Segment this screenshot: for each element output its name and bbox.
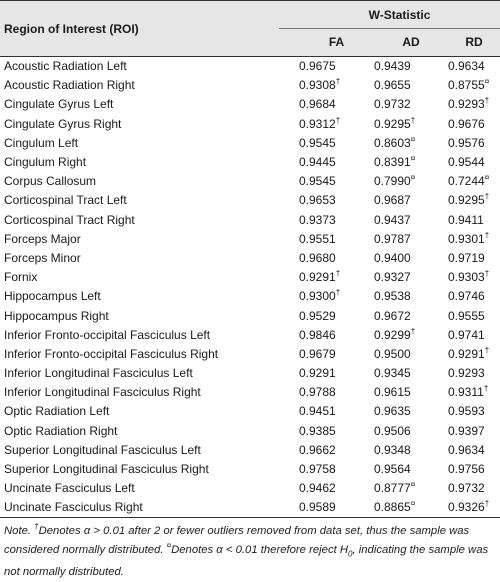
ad-value-cell xyxy=(374,325,448,344)
fa-value-cell xyxy=(299,498,374,517)
roi-name-cell: Corticospinal Tract Left xyxy=(4,193,127,208)
ad-value-cell xyxy=(374,498,448,517)
fa-value: 0.9373 xyxy=(299,212,336,227)
roi-name-cell: Inferior Longitudinal Fasciculus Right xyxy=(4,385,201,400)
table-body xyxy=(0,57,500,518)
ad-value: 0.8603 xyxy=(374,135,411,150)
fa-value-cell xyxy=(299,459,374,478)
roi-name-cell: Cingulate Gyrus Left xyxy=(4,97,114,112)
roi-name-cell: Uncinate Fasciculus Right xyxy=(0,498,299,517)
ad-value-cell xyxy=(374,248,448,267)
rd-value-cell xyxy=(448,364,500,383)
ad-value-cell xyxy=(374,152,448,171)
fa-value: 0.9445 xyxy=(299,155,336,170)
roi-name-cell: Optic Radiation Left xyxy=(4,404,110,419)
fa-value: 0.9846 xyxy=(299,327,336,342)
fa-value-cell xyxy=(299,364,374,383)
fa-value-cell xyxy=(299,76,374,95)
fa-value: 0.9545 xyxy=(299,135,336,150)
fa-value-cell xyxy=(299,402,374,421)
ad-value-cell xyxy=(374,172,448,191)
ad-value-cell xyxy=(374,133,448,152)
roi-name-cell: Optic Radiation Right xyxy=(4,423,118,438)
rd-value-cell xyxy=(448,421,500,440)
table-row xyxy=(0,76,500,95)
table-note xyxy=(4,522,498,582)
rd-value: 0.9411 xyxy=(448,212,484,227)
ad-value-cell xyxy=(374,114,448,133)
ad-significance-mark: ¤ xyxy=(410,480,416,490)
ad-value-cell xyxy=(374,57,448,76)
fa-significance-mark: † xyxy=(335,269,341,279)
table-row xyxy=(0,210,500,229)
ad-value-cell xyxy=(374,210,448,229)
fa-value-cell xyxy=(299,57,374,76)
roi-name-cell: Forceps Minor xyxy=(4,250,81,265)
fa-value: 0.9300 xyxy=(299,289,336,304)
table-row xyxy=(0,344,500,363)
ad-value: 0.9564 xyxy=(374,462,411,477)
note-currency-text-a: Denotes α < 0.01 therefore reject H xyxy=(171,544,349,556)
fa-value: 0.9385 xyxy=(299,423,336,438)
w-statistic-underline xyxy=(279,28,500,29)
fa-value-cell xyxy=(299,229,374,248)
dagger-mark: † xyxy=(34,522,39,532)
fa-value: 0.9653 xyxy=(299,193,336,208)
ad-value: 0.9299 xyxy=(374,327,411,342)
table-row xyxy=(0,402,500,421)
table-row xyxy=(0,191,500,210)
rd-value: 0.9634 xyxy=(448,442,485,457)
ad-value: 0.9295 xyxy=(374,116,411,131)
fa-value-cell xyxy=(299,268,374,287)
rd-value-cell xyxy=(448,344,500,363)
rd-value-cell xyxy=(448,210,500,229)
table-row xyxy=(0,383,500,402)
fa-value: 0.9529 xyxy=(299,308,336,323)
table-row xyxy=(0,325,500,344)
roi-name-cell: Superior Longitudinal Fasciculus Left xyxy=(4,442,201,457)
rd-value-cell xyxy=(448,248,500,267)
rd-value: 0.9719 xyxy=(448,250,485,265)
rd-value-cell xyxy=(448,498,500,517)
ad-value: 0.7990 xyxy=(374,174,411,189)
rd-value: 0.9397 xyxy=(448,423,485,438)
rd-significance-mark: ¤ xyxy=(484,77,490,87)
fa-column-header: FA xyxy=(299,29,374,57)
note-currency-text-b: , indicating the sample was not normally distributed. xyxy=(4,544,489,579)
rd-value-cell xyxy=(448,229,500,248)
ad-value-cell xyxy=(374,479,448,498)
rd-value: 0.9311 xyxy=(448,385,484,400)
table-row xyxy=(0,95,500,114)
rd-significance-mark: † xyxy=(483,384,489,394)
ad-significance-mark: ¤ xyxy=(410,134,416,144)
note-lead: Note. xyxy=(4,525,32,537)
fa-value-cell xyxy=(299,248,374,267)
ad-significance-mark: ¤ xyxy=(410,173,416,183)
ad-value-cell xyxy=(374,344,448,363)
roi-name-cell: Corticospinal Tract Right xyxy=(4,212,135,227)
ad-column-header: AD xyxy=(374,29,448,57)
roi-name-cell: Acoustic Radiation Right xyxy=(4,78,135,93)
ad-value: 0.9437 xyxy=(374,212,411,227)
h0-subscript: 0 xyxy=(348,549,353,559)
rd-significance-mark: † xyxy=(484,499,490,509)
ad-value: 0.9327 xyxy=(374,270,411,285)
rd-value: 0.9576 xyxy=(448,135,485,150)
fa-value: 0.9308 xyxy=(299,78,336,93)
ad-significance-mark: † xyxy=(410,326,416,336)
ad-value: 0.9506 xyxy=(374,423,411,438)
ad-value: 0.8865 xyxy=(374,500,411,515)
fa-value-cell xyxy=(299,344,374,363)
rd-value-cell xyxy=(448,402,500,421)
rd-value: 0.9676 xyxy=(448,116,485,131)
fa-value-cell xyxy=(299,133,374,152)
rd-value: 0.9301 xyxy=(448,231,485,246)
fa-value-cell xyxy=(299,172,374,191)
table-row xyxy=(0,268,500,287)
fa-value-cell xyxy=(299,440,374,459)
roi-name-cell: Acoustic Radiation Left xyxy=(4,59,127,74)
roi-name-cell: Uncinate Fasciculus Left xyxy=(4,481,135,496)
rd-significance-mark: ¤ xyxy=(484,173,490,183)
fa-value-cell xyxy=(299,421,374,440)
fa-value: 0.9545 xyxy=(299,174,336,189)
ad-value-cell xyxy=(374,229,448,248)
roi-name-cell: Corpus Callosum xyxy=(4,174,97,189)
fa-significance-mark: † xyxy=(335,288,341,298)
ad-value-cell xyxy=(374,95,448,114)
fa-significance-mark: † xyxy=(335,115,341,125)
ad-value-cell xyxy=(374,76,448,95)
ad-value-cell xyxy=(374,287,448,306)
rd-value-cell xyxy=(448,57,500,76)
roi-name-cell: Hippocampus Right xyxy=(4,308,109,323)
fa-value-cell xyxy=(299,152,374,171)
fa-value-cell xyxy=(299,287,374,306)
roi-name-cell: Inferior Fronto-occipital Fasciculus Right xyxy=(4,346,219,361)
fa-value-cell xyxy=(299,325,374,344)
rd-value: 0.9293 xyxy=(448,366,485,381)
ad-value: 0.9687 xyxy=(374,193,411,208)
roi-column-header: Region of Interest (ROI) xyxy=(0,1,299,57)
ad-significance-mark: ¤ xyxy=(410,499,416,509)
rd-significance-mark: † xyxy=(484,192,490,202)
rd-value: 0.9732 xyxy=(448,481,485,496)
fa-significance-mark: † xyxy=(335,77,341,87)
rd-value: 0.9291 xyxy=(448,346,485,361)
rd-value-cell xyxy=(448,268,500,287)
table-row xyxy=(0,287,500,306)
rd-value-cell xyxy=(448,459,500,478)
rd-value: 0.9295 xyxy=(448,193,485,208)
header-row-top xyxy=(0,1,500,29)
rd-value-cell xyxy=(448,172,500,191)
rd-value-cell xyxy=(448,383,500,402)
ad-value: 0.8391 xyxy=(374,155,411,170)
fa-value: 0.9462 xyxy=(299,481,336,496)
rd-significance-mark: † xyxy=(484,230,490,240)
rd-value-cell xyxy=(448,325,500,344)
ad-value: 0.9345 xyxy=(374,366,411,381)
rd-value: 0.8755 xyxy=(448,78,485,93)
table-row xyxy=(0,459,500,478)
fa-value: 0.9680 xyxy=(299,250,336,265)
fa-value: 0.9788 xyxy=(299,385,336,400)
note-dagger-text: Denotes α > 0.01 after 2 or fewer outliers removed from data set, thus the sample was considered normally distributed. xyxy=(4,525,470,556)
fa-value: 0.9312 xyxy=(299,116,336,131)
roi-name-cell: Cingulum Left xyxy=(4,135,79,150)
table-row xyxy=(0,421,500,440)
rd-value: 0.9741 xyxy=(448,327,485,342)
rd-value-cell xyxy=(448,440,500,459)
fa-value: 0.9589 xyxy=(299,500,336,515)
table-row xyxy=(0,229,500,248)
rd-column-header: RD xyxy=(448,29,500,57)
fa-value-cell xyxy=(299,114,374,133)
rd-value-cell xyxy=(448,114,500,133)
w-statistic-label: W-Statistic xyxy=(368,7,431,22)
roi-name-cell: Cingulate Gyrus Right xyxy=(4,116,122,131)
roi-name-cell: Forceps Major xyxy=(4,231,81,246)
rd-value-cell xyxy=(448,191,500,210)
ad-value: 0.9655 xyxy=(374,78,411,93)
rd-value: 0.9326 xyxy=(448,500,485,515)
roi-name-cell: Inferior Fronto-occipital Fasciculus Left xyxy=(4,327,211,342)
rd-value: 0.9555 xyxy=(448,308,485,323)
rd-value-cell xyxy=(448,479,500,498)
rd-value: 0.7244 xyxy=(448,174,485,189)
fa-value-cell xyxy=(299,479,374,498)
fa-value: 0.9291 xyxy=(299,366,336,381)
fa-value: 0.9758 xyxy=(299,462,336,477)
ad-value-cell xyxy=(374,459,448,478)
fa-value-cell xyxy=(299,210,374,229)
rd-value: 0.9746 xyxy=(448,289,485,304)
ad-value-cell xyxy=(374,440,448,459)
ad-value-cell xyxy=(374,421,448,440)
rd-value-cell xyxy=(448,287,500,306)
ad-significance-mark: ¤ xyxy=(410,154,416,164)
table-row xyxy=(0,440,500,459)
fa-value-cell xyxy=(299,306,374,325)
ad-value-cell xyxy=(374,402,448,421)
table-row xyxy=(0,364,500,383)
rd-value: 0.9634 xyxy=(448,59,485,74)
fa-value: 0.9675 xyxy=(299,59,336,74)
rd-significance-mark: † xyxy=(484,345,490,355)
ad-value: 0.9400 xyxy=(374,250,411,265)
rd-value-cell xyxy=(448,95,500,114)
fa-value: 0.9451 xyxy=(299,404,336,419)
ad-value: 0.9635 xyxy=(374,404,411,419)
ad-value: 0.9500 xyxy=(374,346,411,361)
roi-name-cell: Fornix xyxy=(4,270,38,285)
ad-value: 0.9732 xyxy=(374,97,411,112)
ad-value: 0.9439 xyxy=(374,59,411,74)
roi-name-cell: Hippocampus Left xyxy=(4,289,101,304)
table-row xyxy=(0,114,500,133)
ad-significance-mark: † xyxy=(410,115,416,125)
currency-mark: ¤ xyxy=(166,541,172,551)
w-statistic-header xyxy=(299,1,500,29)
fa-value: 0.9291 xyxy=(299,270,336,285)
table-row xyxy=(0,479,500,498)
roi-name-cell: Cingulum Right xyxy=(4,155,87,170)
ad-value: 0.8777 xyxy=(374,481,411,496)
table-row xyxy=(0,172,500,191)
table-row xyxy=(0,498,500,517)
roi-name-cell: Inferior Longitudinal Fasciculus Left xyxy=(4,366,193,381)
rd-value: 0.9293 xyxy=(448,97,485,112)
fa-value-cell xyxy=(299,383,374,402)
ad-value: 0.9348 xyxy=(374,442,411,457)
ad-value-cell xyxy=(374,364,448,383)
rd-value-cell xyxy=(448,152,500,171)
rd-significance-mark: † xyxy=(484,96,490,106)
ad-value-cell xyxy=(374,268,448,287)
table-row xyxy=(0,57,500,76)
table-row xyxy=(0,248,500,267)
fa-value: 0.9679 xyxy=(299,346,336,361)
rd-value: 0.9544 xyxy=(448,155,485,170)
ad-value-cell xyxy=(374,383,448,402)
ad-value: 0.9787 xyxy=(374,231,411,246)
rd-value: 0.9593 xyxy=(448,404,485,419)
fa-value: 0.9662 xyxy=(299,442,336,457)
ad-value: 0.9538 xyxy=(374,289,411,304)
rd-value: 0.9303 xyxy=(448,270,485,285)
fa-value: 0.9684 xyxy=(299,97,336,112)
ad-value-cell xyxy=(374,191,448,210)
ad-value: 0.9615 xyxy=(374,385,411,400)
rd-value: 0.9756 xyxy=(448,462,485,477)
ad-value-cell xyxy=(374,306,448,325)
table-row xyxy=(0,133,500,152)
table-row xyxy=(0,306,500,325)
rd-value-cell xyxy=(448,133,500,152)
rd-value-cell xyxy=(448,306,500,325)
table-row xyxy=(0,152,500,171)
fa-value-cell xyxy=(299,191,374,210)
rd-value-cell xyxy=(448,76,500,95)
fa-value: 0.9551 xyxy=(299,231,336,246)
fa-value-cell xyxy=(299,95,374,114)
roi-name-cell: Superior Longitudinal Fasciculus Right xyxy=(4,462,209,477)
ad-value: 0.9672 xyxy=(374,308,411,323)
rd-significance-mark: † xyxy=(484,269,490,279)
